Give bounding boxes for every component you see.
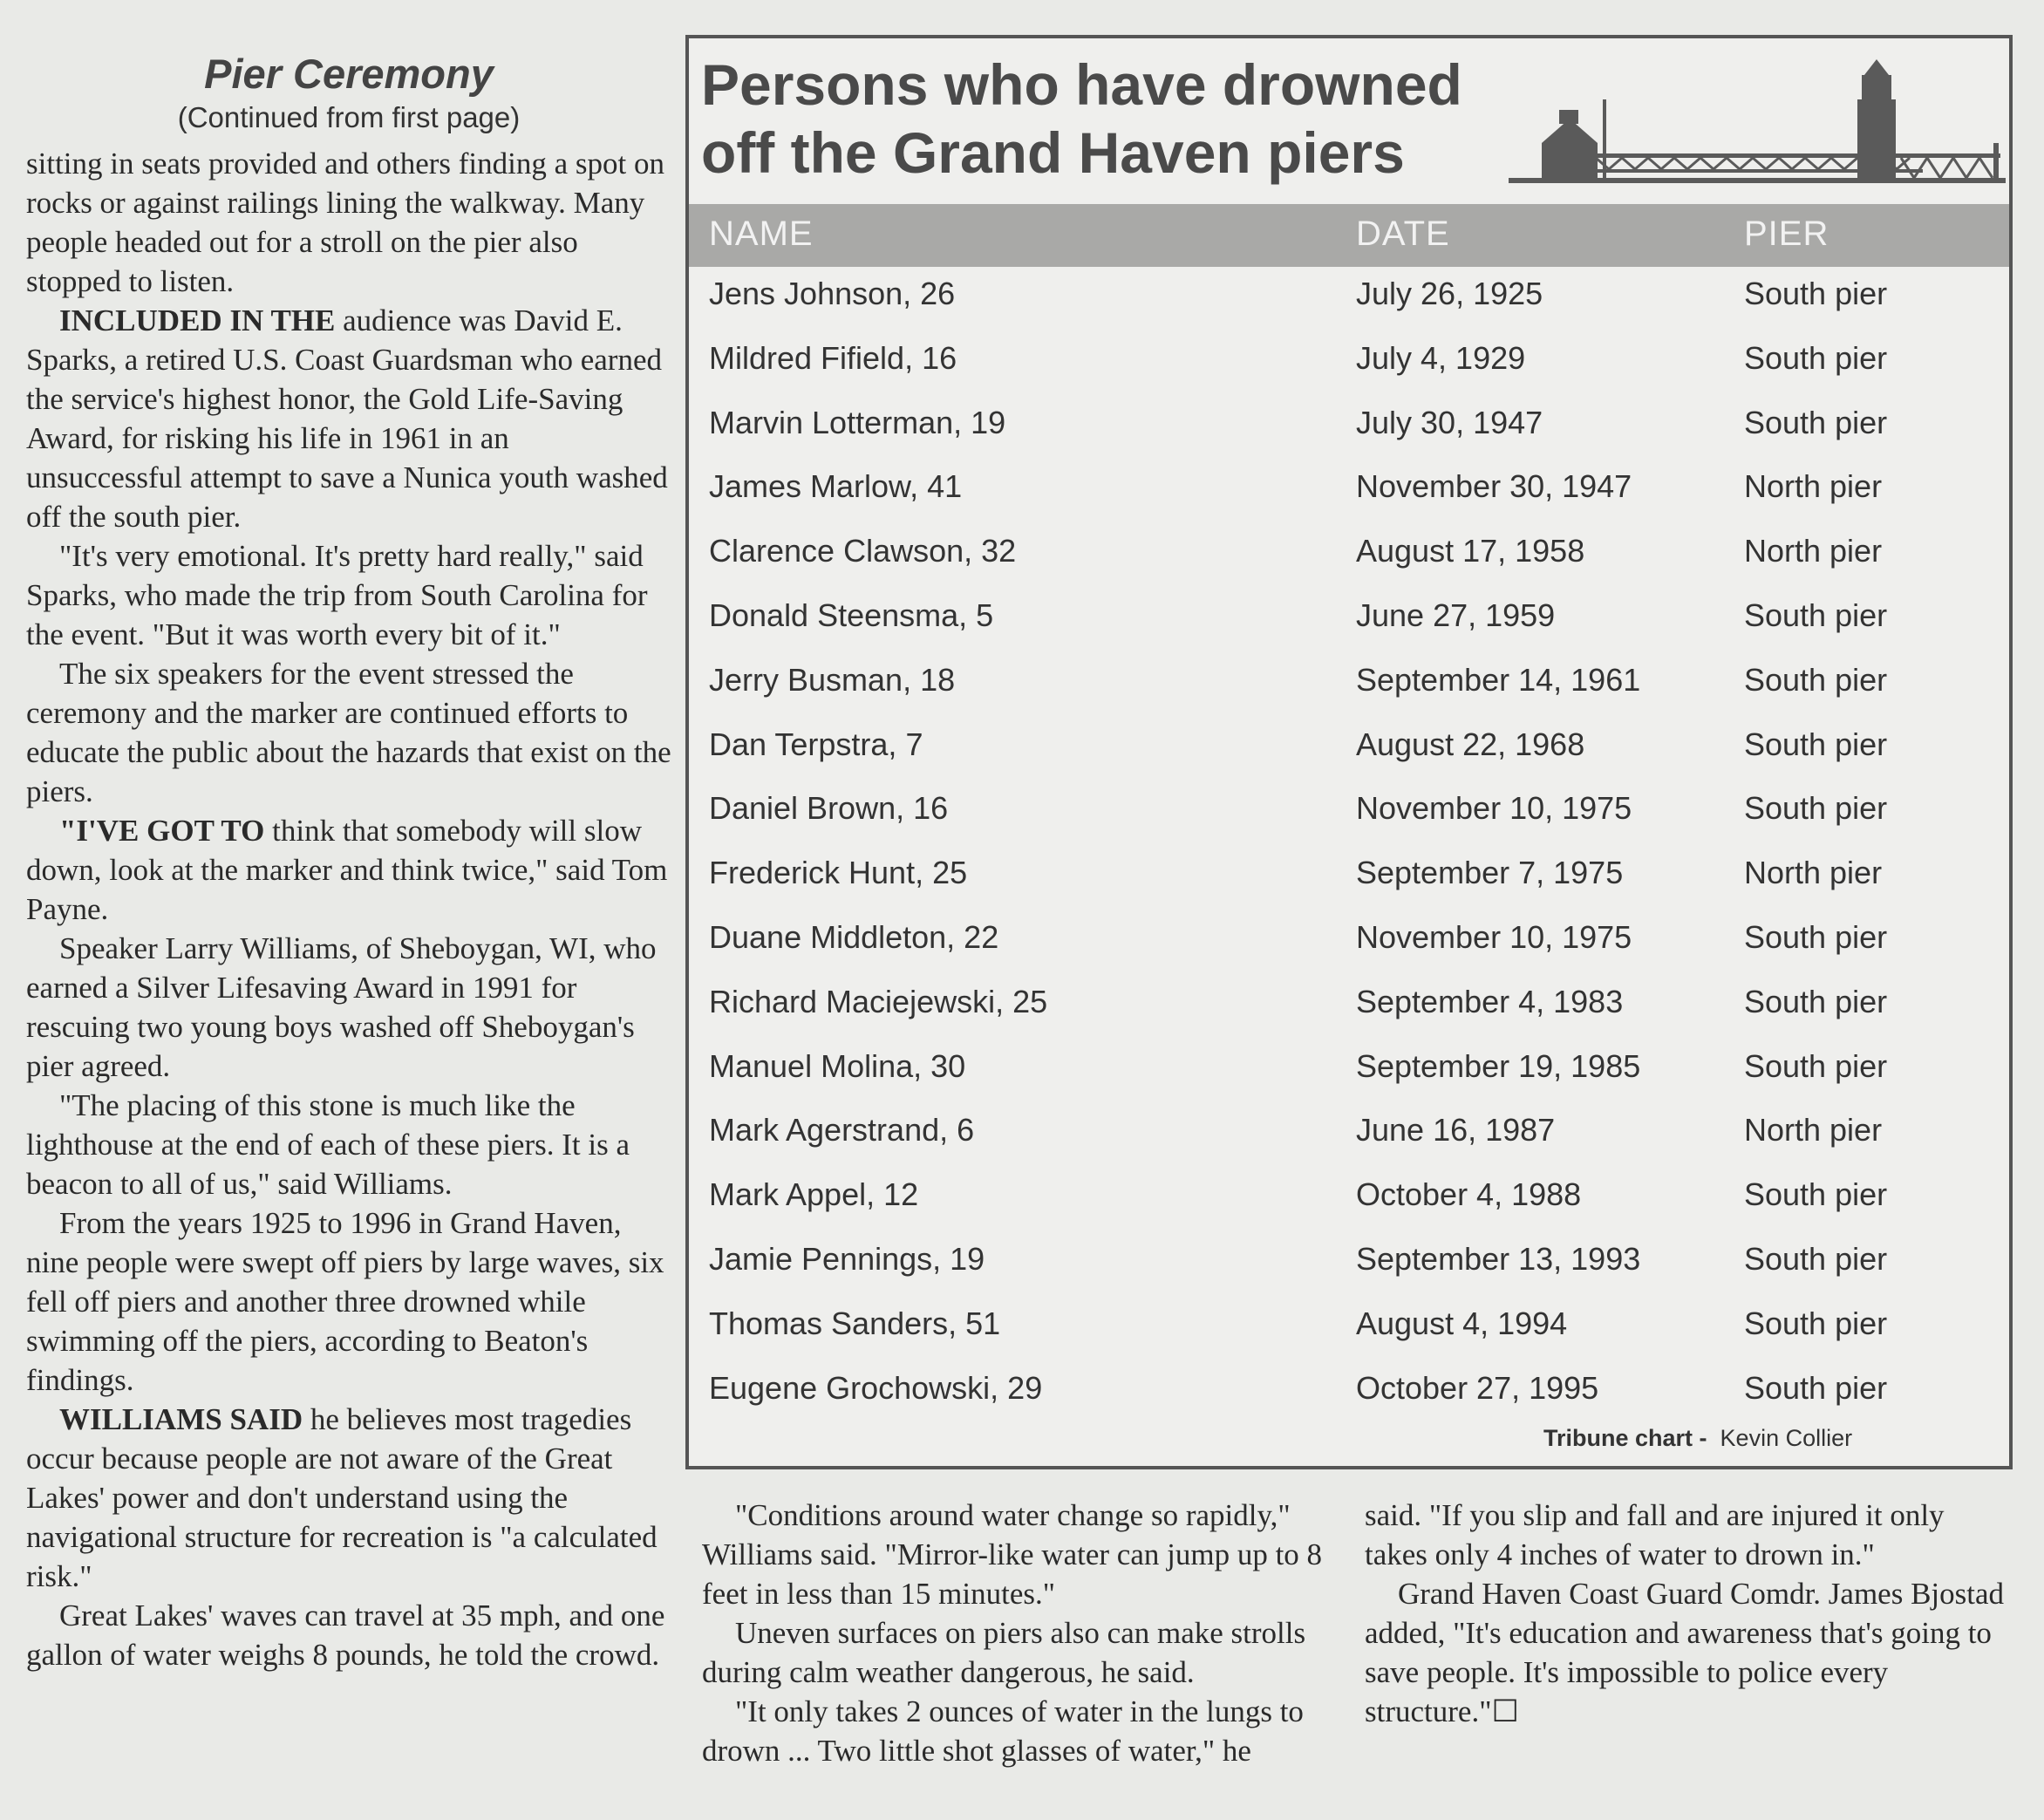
article-paragraph: Uneven surfaces on piers also can make strolls during calm weather dangerous, he said. (702, 1616, 1306, 1689)
pier-lighthouse-icon (1509, 47, 2006, 222)
left-column (26, 48, 671, 1674)
cell-date: September 13, 1993 (1356, 1241, 1641, 1277)
table-row (689, 781, 2009, 845)
table-row (689, 975, 2009, 1039)
paragraph-text: he believes most tragedies occur because people are not aware of the Great Lakes' power and don't understand using the navigational structure for recreation is "a calculated risk." (26, 1402, 657, 1593)
table-row (689, 1361, 2009, 1425)
table-row (689, 653, 2009, 717)
article-paragraph (26, 536, 671, 654)
cell-pier: South pier (1744, 1369, 1888, 1406)
table-row (689, 1168, 2009, 1231)
drowning-table (685, 35, 2013, 1469)
table-title-line2: off the Grand Haven piers (701, 120, 1405, 185)
article-paragraph: "Conditions around water change so rapidly," Williams said. "Mirror-like water can jump up to 8 feet in less than 15 minutes." (702, 1498, 1323, 1611)
paragraph-text: Speaker Larry Williams, of Sheboygan, WI, who earned a Silver Lifesaving Award in 1991 for rescuing two young boys washed off Sheboygan's pier agreed. (26, 931, 657, 1083)
cell-date: November 10, 1975 (1356, 790, 1632, 827)
cell-date: November 30, 1947 (1356, 468, 1632, 505)
cell-name: Mildred Fifield, 16 (709, 339, 957, 376)
cell-date: October 4, 1988 (1356, 1176, 1582, 1213)
cell-pier: South pier (1744, 339, 1888, 376)
article-paragraph (26, 811, 671, 929)
paragraph-text: From the years 1925 to 1996 in Grand Haven, nine people were swept off piers by large waves, six fell off piers and another three drowned while swimming off the piers, according to Beaton's findings. (26, 1206, 664, 1397)
article-paragraph (26, 301, 671, 536)
article-paragraph (26, 1203, 671, 1400)
table-title (701, 51, 1462, 187)
cell-pier: South pier (1744, 1047, 1888, 1084)
cell-date: June 27, 1959 (1356, 597, 1556, 633)
right-column (1365, 1496, 2010, 1731)
cell-date: June 16, 1987 (1356, 1112, 1556, 1149)
paragraph-text: audience was David E. Sparks, a retired U.S. Coast Guardsman who earned the service's highest honor, the Gold Life-Saving Award, for risking his life in 1961 in an unsuccessful attempt to save a Nunica youth washed off the south pier. (26, 303, 668, 534)
cell-pier: North pier (1744, 855, 1883, 891)
cell-date: October 27, 1995 (1356, 1369, 1599, 1406)
cell-name: Jerry Busman, 18 (709, 661, 956, 698)
cell-name: Duane Middleton, 22 (709, 919, 999, 955)
paragraph-text: think that somebody will slow down, look at the marker and think twice," said Tom Payne. (26, 814, 668, 926)
header-pier: PIER (1744, 215, 1829, 253)
cell-date: August 4, 1994 (1356, 1305, 1568, 1341)
cell-name: Marvin Lotterman, 19 (709, 404, 1006, 440)
paragraph-text: sitting in seats provided and others finding a spot on rocks or against railings lining the walkway. Many people headed out for a stroll on the pier also stopped to listen. (26, 147, 664, 298)
cell-name: Mark Agerstrand, 6 (709, 1112, 975, 1149)
cell-pier: South pier (1744, 661, 1888, 698)
cell-date: July 30, 1947 (1356, 404, 1543, 440)
article-paragraph (26, 1086, 671, 1203)
article-paragraph: Grand Haven Coast Guard Comdr. James Bjostad added, "It's education and awareness that's going to save people. It's impossible to police every structure."☐ (1365, 1577, 2005, 1728)
table-row (689, 460, 2009, 523)
cell-name: Donald Steensma, 5 (709, 597, 994, 633)
article-title: Pier Ceremony (204, 51, 494, 97)
cell-date: September 4, 1983 (1356, 983, 1624, 1019)
table-row (689, 910, 2009, 974)
paragraph-text: "The placing of this stone is much like the lighthouse at the end of each of these piers. It is a beacon to all of us," said Williams. (26, 1088, 630, 1201)
article-paragraph (26, 1596, 671, 1674)
header-date: DATE (1356, 215, 1450, 253)
table-header (689, 204, 2009, 267)
cell-name: Manuel Molina, 30 (709, 1047, 966, 1084)
cell-date: August 17, 1958 (1356, 533, 1585, 569)
table-title-line1: Persons who have drowned (701, 52, 1462, 117)
paragraph-lead: "I'VE GOT TO (59, 814, 265, 848)
cell-pier: South pier (1744, 983, 1888, 1019)
cell-pier: South pier (1744, 1241, 1888, 1277)
cell-name: Thomas Sanders, 51 (709, 1305, 1001, 1341)
table-row (689, 1040, 2009, 1103)
article-paragraph (26, 144, 671, 301)
paragraph-text: The six speakers for the event stressed the ceremony and the marker are continued efforts to educate the public about the hazards that exist on the piers. (26, 657, 671, 808)
cell-name: Richard Maciejewski, 25 (709, 983, 1048, 1019)
cell-pier: South pier (1744, 597, 1888, 633)
cell-name: Clarence Clawson, 32 (709, 533, 1017, 569)
table-row (689, 267, 2009, 331)
cell-name: Frederick Hunt, 25 (709, 855, 968, 891)
table-row (689, 1232, 2009, 1296)
credit-label: Tribune chart - (1543, 1425, 1707, 1451)
cell-name: James Marlow, 41 (709, 468, 963, 505)
cell-date: July 4, 1929 (1356, 339, 1526, 376)
cell-date: July 26, 1925 (1356, 276, 1543, 311)
article-subtitle: (Continued from first page) (177, 101, 521, 133)
cell-name: Eugene Grochowski, 29 (709, 1369, 1043, 1406)
cell-pier: South pier (1744, 276, 1888, 311)
cell-name: Jens Johnson, 26 (709, 276, 956, 311)
cell-name: Dan Terpstra, 7 (709, 726, 923, 762)
credit-name: Kevin Collier (1720, 1425, 1853, 1451)
cell-pier: South pier (1744, 1176, 1888, 1213)
paragraph-text: Great Lakes' waves can travel at 35 mph, and one gallon of water weighs 8 pounds, he told the crowd. (26, 1598, 665, 1672)
paragraph-lead: WILLIAMS SAID (59, 1402, 303, 1436)
cell-pier: South pier (1744, 790, 1888, 827)
cell-pier: North pier (1744, 468, 1883, 505)
table-row (689, 1103, 2009, 1167)
table-row (689, 1297, 2009, 1360)
cell-pier: North pier (1744, 533, 1883, 569)
table-row (689, 524, 2009, 588)
cell-date: September 14, 1961 (1356, 661, 1641, 698)
cell-pier: South pier (1744, 919, 1888, 955)
cell-name: Mark Appel, 12 (709, 1176, 919, 1213)
cell-pier: South pier (1744, 404, 1888, 440)
paragraph-lead: INCLUDED IN THE (59, 303, 336, 337)
cell-date: September 19, 1985 (1356, 1047, 1641, 1084)
article-paragraph: "It only takes 2 ounces of water in the lungs to drown ... Two little shot glasses of water," he (702, 1694, 1304, 1768)
table-row (689, 396, 2009, 460)
cell-pier: South pier (1744, 726, 1888, 762)
cell-date: November 10, 1975 (1356, 919, 1632, 955)
cell-name: Jamie Pennings, 19 (709, 1241, 985, 1277)
cell-pier: North pier (1744, 1112, 1883, 1149)
table-row (689, 331, 2009, 395)
article-paragraph: said. "If you slip and fall and are injured it only takes only 4 inches of water to drown in." (1365, 1498, 1945, 1571)
cell-date: September 7, 1975 (1356, 855, 1624, 891)
chart-credit (1543, 1425, 1852, 1452)
header-name: NAME (709, 215, 814, 253)
table-row (689, 846, 2009, 910)
table-row (689, 718, 2009, 781)
cell-pier: South pier (1744, 1305, 1888, 1341)
article-paragraph (26, 929, 671, 1086)
left-paragraphs (26, 144, 671, 1674)
cell-name: Daniel Brown, 16 (709, 790, 949, 827)
middle-column (702, 1496, 1343, 1770)
article-paragraph (26, 654, 671, 811)
article-paragraph (26, 1400, 671, 1596)
paragraph-text: "It's very emotional. It's pretty hard really," said Sparks, who made the trip from South Carolina for the event. "But it was worth every bit of it." (26, 539, 648, 651)
cell-date: August 22, 1968 (1356, 726, 1585, 762)
table-row (689, 589, 2009, 652)
